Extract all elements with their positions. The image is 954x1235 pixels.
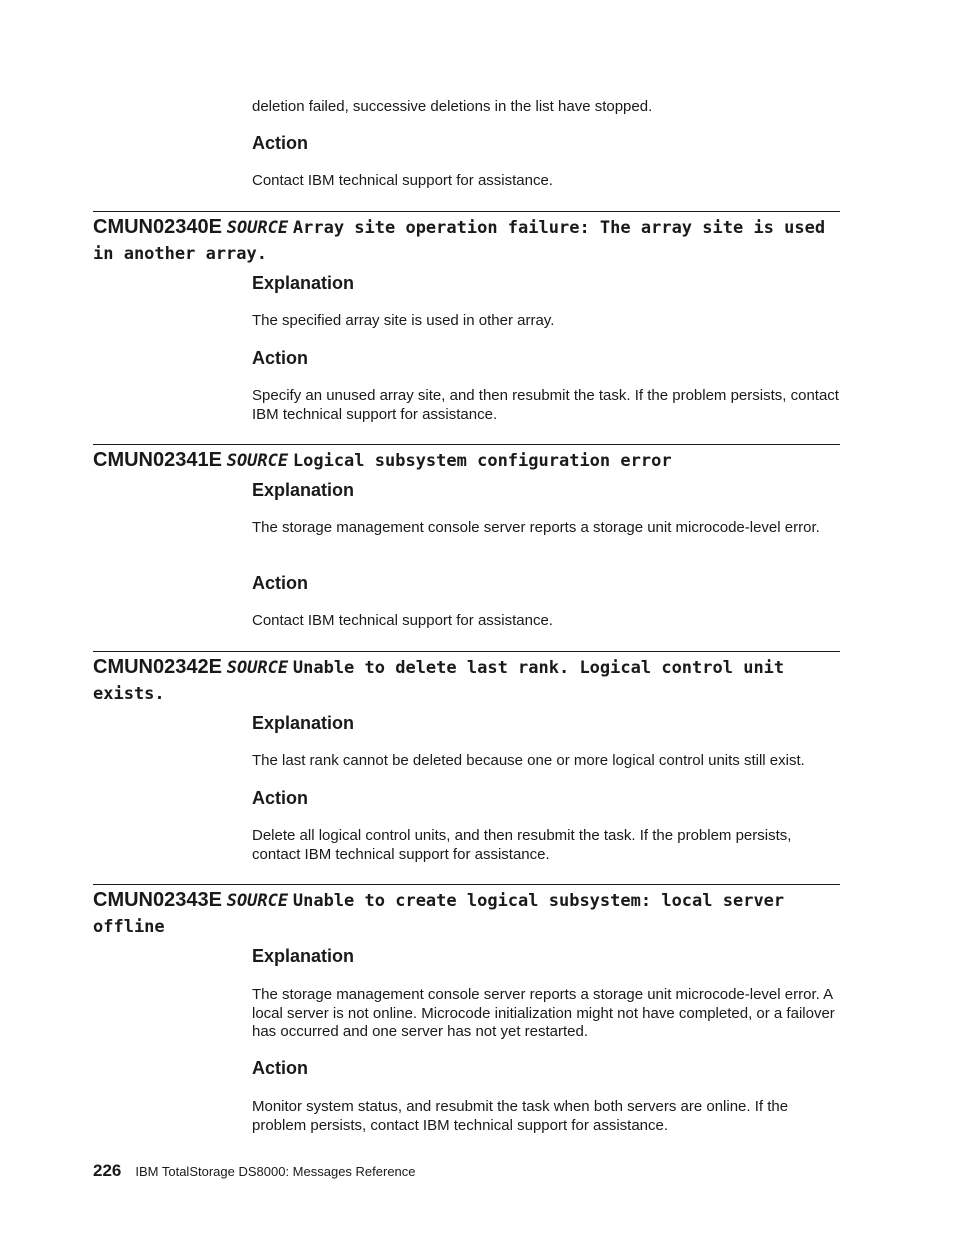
page-footer (93, 1161, 416, 1181)
message-code: CMUN02342E (93, 656, 222, 678)
message-title: Array site operation failure: The array site is used in another array. (93, 218, 826, 264)
explanation-text: The storage management console server reports a storage unit microcode-level error. A local server is not online. Microcode initialization might not have completed, or a failover has occurred and one server has not yet restarted. (252, 986, 835, 1040)
page-number: 226 (93, 1161, 122, 1180)
action-text: Monitor system status, and resubmit the task when both servers are online. If the problem persists, contact IBM technical support for assistance. (252, 1098, 789, 1134)
message-title: Unable to delete last rank. Logical control unit exists. (93, 658, 785, 704)
action-text: Delete all logical control units, and then resubmit the task. If the problem persists, contact IBM technical support for assistance. (252, 827, 792, 863)
message-title: Logical subsystem configuration error (292, 451, 672, 471)
message-title: Unable to create logical subsystem: local server offline (93, 891, 785, 937)
message-code: CMUN02340E (93, 216, 222, 238)
action-heading: Action (252, 788, 308, 808)
action-text: Specify an unused array site, and then resubmit the task. If the problem persists, contact IBM technical support for assistance. (252, 387, 839, 423)
explanation-text: The last rank cannot be deleted because one or more logical control units still exist. (252, 752, 805, 769)
action-text: Contact IBM technical support for assistance. (252, 612, 553, 629)
message-source: SOURCE (226, 658, 289, 678)
message-heading (93, 447, 845, 474)
section-divider (93, 444, 840, 445)
action-heading: Action (252, 348, 308, 368)
message-source: SOURCE (226, 218, 289, 238)
explanation-heading: Explanation (252, 480, 355, 500)
explanation-heading: Explanation (252, 946, 355, 966)
section-divider (93, 211, 840, 212)
continued-paragraph: deletion failed, successive deletions in the list have stopped. (252, 98, 653, 115)
section-divider (93, 884, 840, 885)
explanation-text: The specified array site is used in other array. (252, 312, 555, 329)
explanation-heading: Explanation (252, 713, 355, 733)
message-code: CMUN02341E (93, 449, 222, 471)
message-code: CMUN02343E (93, 889, 222, 911)
explanation-heading: Explanation (252, 273, 355, 293)
message-heading (93, 887, 845, 940)
message-source: SOURCE (226, 891, 289, 911)
section-divider (93, 651, 840, 652)
action-heading: Action (252, 573, 308, 593)
action-heading: Action (252, 1058, 308, 1078)
explanation-text: The storage management console server reports a storage unit microcode-level error. (252, 519, 820, 536)
message-heading (93, 214, 845, 267)
message-heading (93, 654, 845, 707)
message-source: SOURCE (226, 451, 289, 471)
action-text: Contact IBM technical support for assistance. (252, 172, 553, 189)
book-title: IBM TotalStorage DS8000: Messages Reference (135, 1164, 416, 1179)
action-heading: Action (252, 133, 308, 153)
